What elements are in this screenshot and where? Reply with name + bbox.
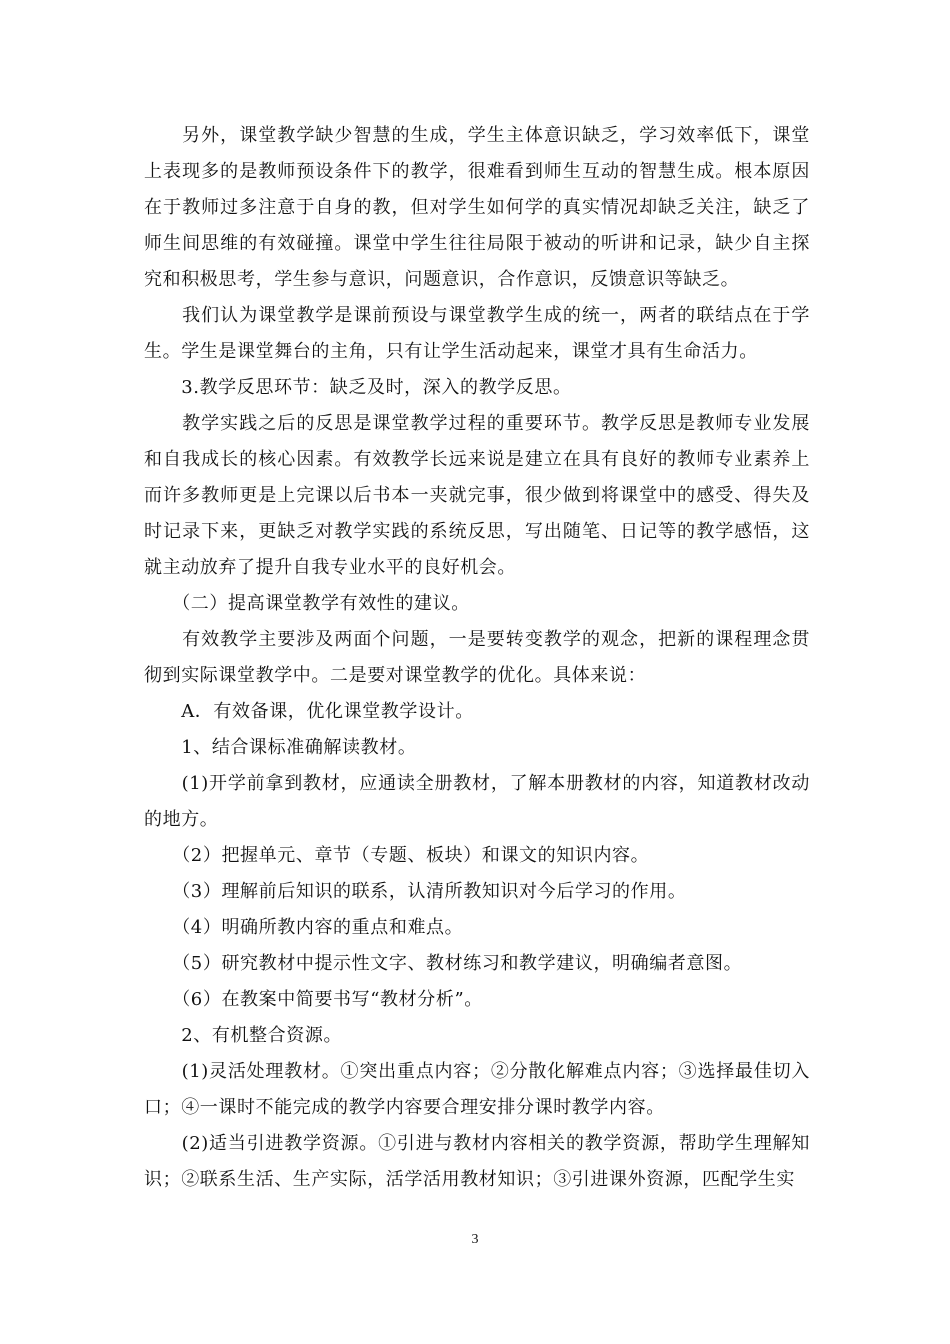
list-item: (1)灵活处理教材。①突出重点内容；②分散化解难点内容；③选择最佳切入口；④一课时不能完成的教学内容要合理安排分课时教学内容。 bbox=[144, 1061, 810, 1118]
list-item: (2)适当引进教学资源。①引进与教材内容相关的教学资源，帮助学生理解知识；②联系生活、生产实际，活学活用教材知识；③引进课外资源，匹配学生实 bbox=[144, 1133, 810, 1190]
section-heading: 3.教学反思环节：缺乏及时，深入的教学反思。 bbox=[144, 377, 572, 398]
page-number: 3 bbox=[471, 1232, 479, 1247]
section-heading: （二）提高课堂教学有效性的建议。 bbox=[144, 593, 470, 614]
list-item: （2）把握单元、章节（专题、板块）和课文的知识内容。 bbox=[144, 845, 650, 866]
list-item: （6）在教案中简要书写“教材分析”。 bbox=[144, 989, 483, 1010]
subsection-heading: 2、有机整合资源。 bbox=[144, 1025, 343, 1046]
paragraph: 我们认为课堂教学是课前预设与课堂教学生成的统一，两者的联结点在于学生。学生是课堂舞台的主角，只有让学生活动起来，课堂才具有生命活力。 bbox=[144, 305, 810, 362]
paragraph: 另外，课堂教学缺少智慧的生成，学生主体意识缺乏，学习效率低下，课堂上表现多的是教师预设条件下的教学，很难看到师生互动的智慧生成。根本原因在于教师过多注意于自身的教，但对学生如何学的真实情况却缺乏关注，缺乏了师生间思维的有效碰撞。课堂中学生往往局限于被动的听讲和记录，缺少自主探究和积极思考，学生参与意识，问题意识，合作意识，反馈意识等缺乏。 bbox=[144, 125, 810, 290]
list-item: （5）研究教材中提示性文字、教材练习和教学建议，明确编者意图。 bbox=[144, 953, 743, 974]
section-heading: A．有效备课，优化课堂教学设计。 bbox=[144, 701, 474, 722]
paragraph: 教学实践之后的反思是课堂教学过程的重要环节。教学反思是教师专业发展和自我成长的核心因素。有效教学长远来说是建立在具有良好的教师专业素养上而许多教师更是上完课以后书本一夹就完事，很少做到将课堂中的感受、得失及时记录下来，更缺乏对教学实践的系统反思，写出随笔、日记等的教学感悟，这就主动放弃了提升自我专业水平的良好机会。 bbox=[144, 413, 810, 578]
body-text bbox=[144, 118, 810, 1198]
list-item: (1)开学前拿到教材，应通读全册教材，了解本册教材的内容，知道教材改动的地方。 bbox=[144, 773, 810, 830]
list-item: （3）理解前后知识的联系，认清所教知识对今后学习的作用。 bbox=[144, 881, 687, 902]
subsection-heading: 1、结合课标准确解读教材。 bbox=[144, 737, 417, 758]
list-item: （4）明确所教内容的重点和难点。 bbox=[144, 917, 464, 938]
paragraph: 有效教学主要涉及两面个问题，一是要转变教学的观念，把新的课程理念贯彻到实际课堂教学中。二是要对课堂教学的优化。具体来说： bbox=[144, 629, 810, 686]
